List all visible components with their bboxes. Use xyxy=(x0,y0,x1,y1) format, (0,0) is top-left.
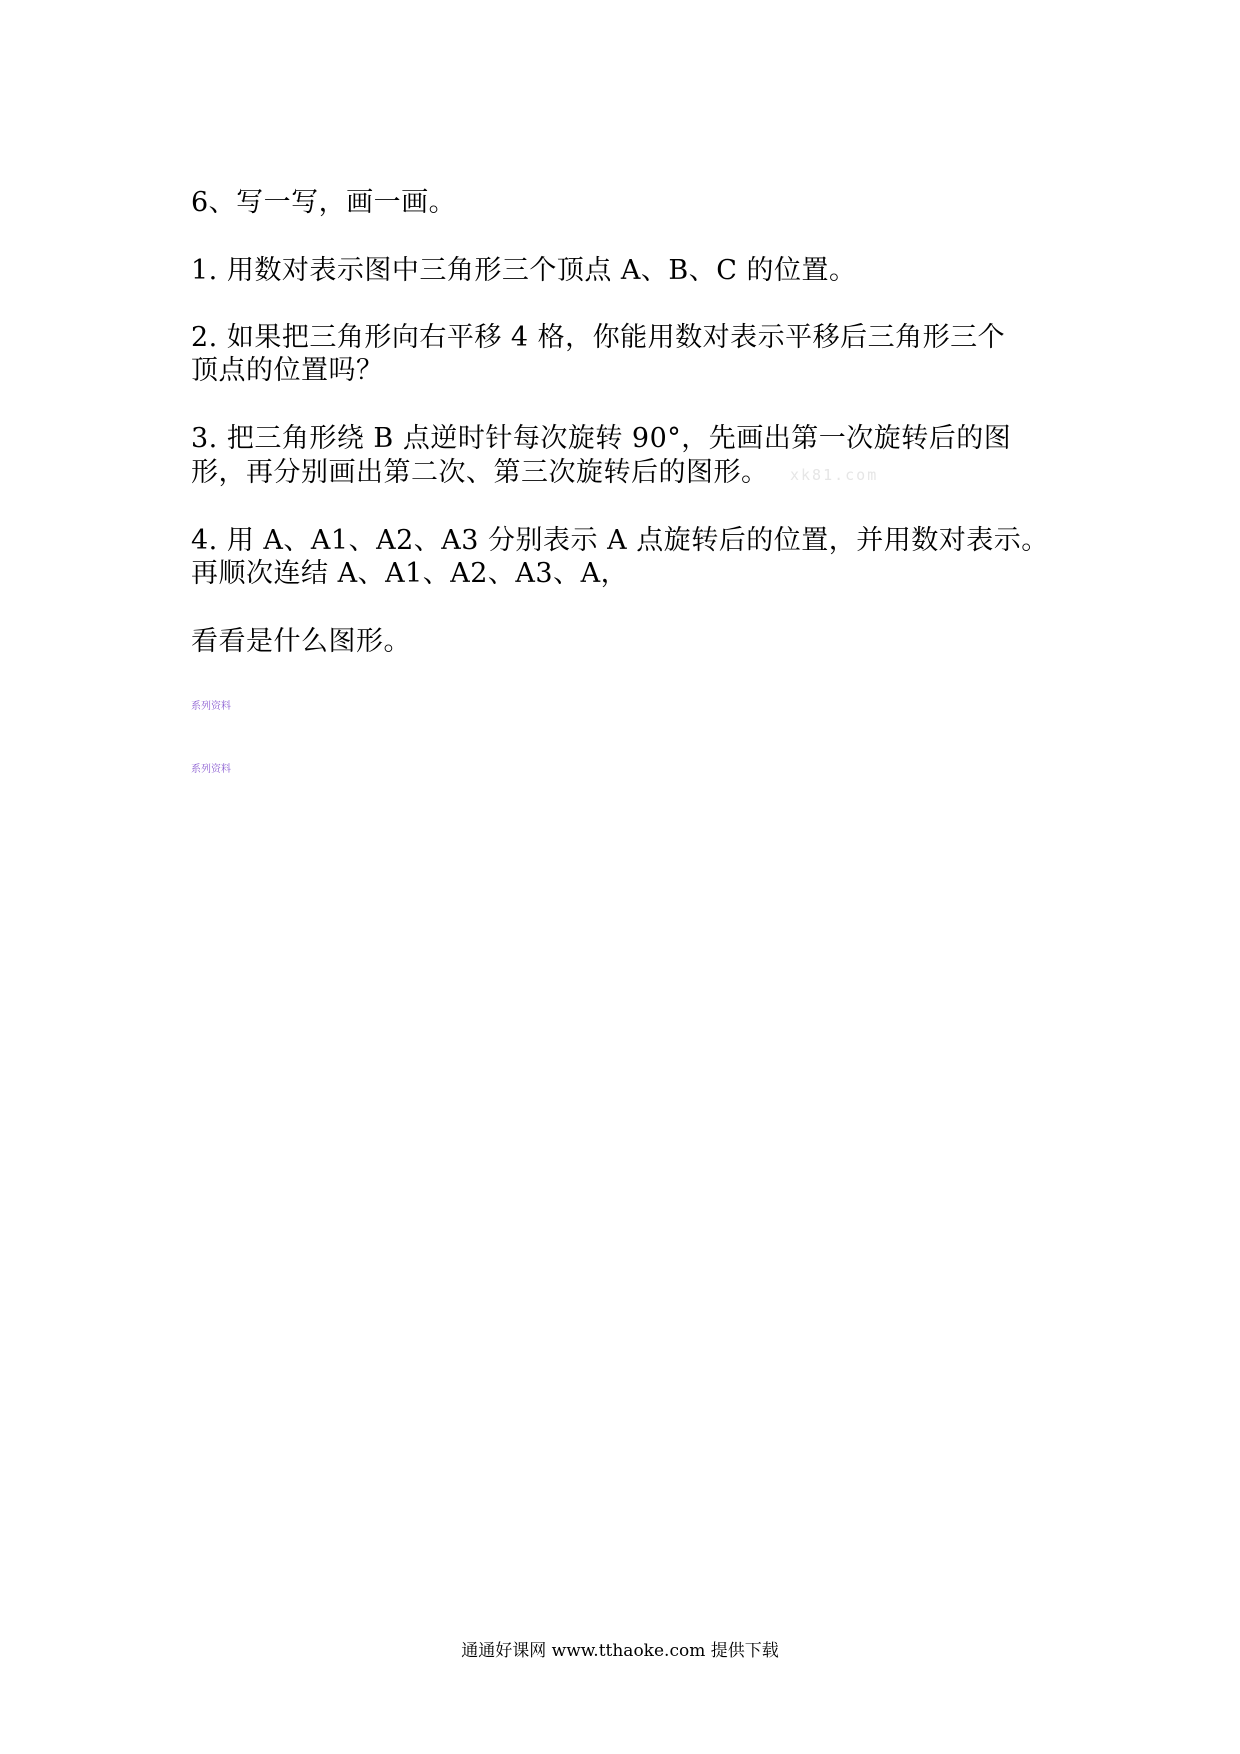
question-2-line-2: 顶点的位置吗？ xyxy=(191,355,384,386)
question-4-line-2: 再顺次连结 A、A1、A2、A3、A， xyxy=(191,558,629,589)
question-3-line-2: 形，再分别画出第二次、第三次旋转后的图形。 xyxy=(191,457,769,488)
watermark-text: xk81.com xyxy=(790,466,879,484)
question-4-line-3: 看看是什么图形。 xyxy=(191,626,411,657)
series-materials-link-2[interactable]: 系列资料 xyxy=(191,764,231,775)
question-3-line-1: 3. 把三角形绕 B 点逆时针每次旋转 90°，先画出第一次旋转后的图 xyxy=(191,423,1012,454)
section-heading: 6、写一写，画一画。 xyxy=(191,187,457,218)
question-1-line-1: 1. 用数对表示图中三角形三个顶点 A、B、C 的位置。 xyxy=(191,255,857,286)
question-2-line-1: 2. 如果把三角形向右平移 4 格，你能用数对表示平移后三角形三个 xyxy=(191,322,1006,353)
page-footer: 通通好课网 www.tthaoke.com 提供下载 xyxy=(461,1641,779,1661)
series-materials-link-1[interactable]: 系列资料 xyxy=(191,701,231,712)
question-4-line-1: 4. 用 A、A1、A2、A3 分别表示 A 点旋转后的位置，并用数对表示。 xyxy=(191,525,1049,556)
